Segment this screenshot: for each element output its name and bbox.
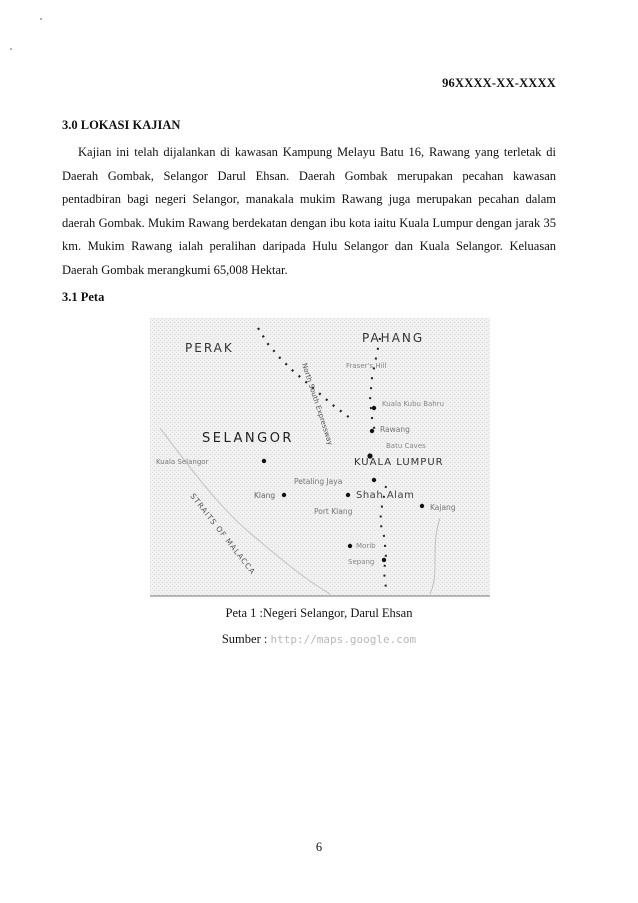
source-link[interactable]: http://maps.google.com: [270, 633, 417, 646]
place-label-kuala-selangor: Kuala Selangor: [156, 458, 209, 466]
marker-kuala-kubu-bahru: [372, 406, 376, 410]
place-label-batu-caves: Batu Caves: [386, 442, 426, 450]
state-label-selangor: SELANGOR: [202, 431, 294, 446]
marker-morib: [348, 544, 352, 548]
place-label-klang: Klang: [254, 491, 276, 500]
place-label-petaling-jaya: Petaling Jaya: [294, 477, 343, 486]
marker-shah-alam: [346, 493, 350, 497]
marker-petaling-jaya: [372, 478, 376, 482]
body-paragraph: [62, 141, 556, 283]
marker-rawang: [370, 429, 374, 433]
figure-caption: Peta 1 :Negeri Selangor, Darul Ehsan: [225, 606, 413, 620]
subsection-heading: 3.1 Peta: [62, 290, 105, 304]
page-number: 6: [315, 840, 323, 854]
place-label-kuala-lumpur: KUALA LUMPUR: [354, 457, 444, 468]
place-label-kajang: Kajang: [430, 503, 456, 512]
marker-kajang: [420, 504, 424, 508]
expressway-label: North South Expressway: [300, 362, 335, 447]
figure-source: [0, 632, 638, 647]
place-label-sepang: Sepang: [348, 558, 375, 566]
state-label-pahang: PAHANG: [362, 331, 425, 345]
selangor-map: [150, 318, 490, 598]
scan-speck: [10, 48, 12, 50]
place-label-shah-alam: Shah Alam: [356, 490, 415, 501]
state-label-perak: PERAK: [185, 341, 234, 355]
place-label-morib: Morib: [356, 542, 376, 550]
document-id: 96XXXX-XX-XXXX: [442, 76, 556, 90]
body-paragraph-text: Kajian ini telah dijalankan di kawasan Kampung Melayu Batu 16, Rawang yang terletak di Daerah Gombak, Selangor Darul Ehsan. Daerah Gombak merupakan pecahan kawasan pentadbiran bagi negeri Selangor, manakala mukim Rawang juga merupakan pecahan dalam daerah Gombak. Mukim Rawang berdekatan dengan ibu kota iaitu Kuala Lumpur dengan jarak 35 km. Mukim Rawang ialah peralihan daripada Hulu Selangor dan Kuala Selangor. Keluasan Daerah Gombak merangkumi 65,008 Hektar.: [62, 145, 556, 277]
place-label-frasers-hill: Fraser's Hill: [346, 362, 387, 370]
scan-speck: [40, 18, 42, 20]
marker-klang: [282, 493, 286, 497]
place-label-rawang: Rawang: [380, 425, 410, 434]
strait-label: STRAITS OF MALACCA: [188, 491, 258, 577]
place-label-kuala-kubu-bahru: Kuala Kubu Bahru: [382, 400, 445, 408]
section-heading: 3.0 LOKASI KAJIAN: [62, 118, 181, 132]
marker-sepang: [382, 558, 386, 562]
place-label-port-klang: Port Klang: [314, 507, 353, 516]
marker-kuala-selangor: [262, 459, 266, 463]
source-label: Sumber :: [221, 632, 271, 646]
